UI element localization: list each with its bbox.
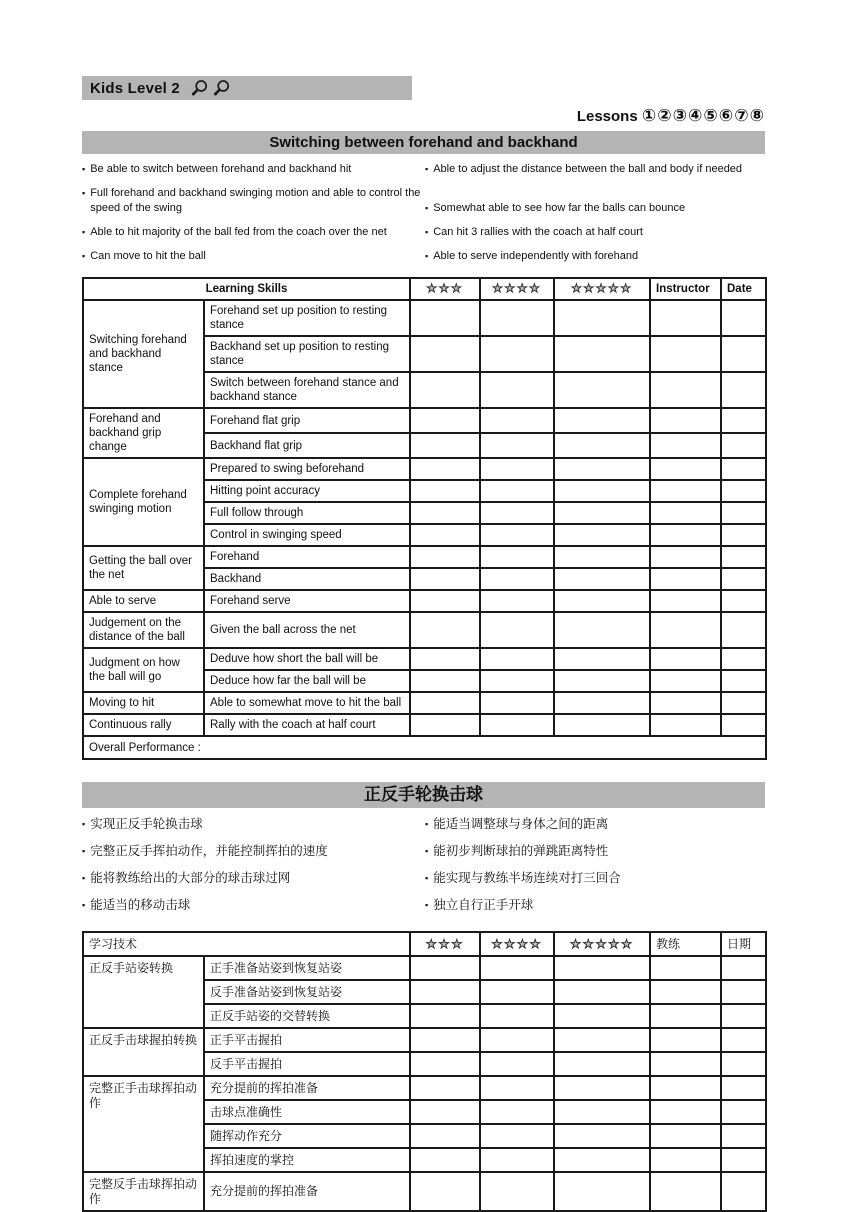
bullet-grid-en bbox=[82, 162, 765, 273]
instructor-cell bbox=[650, 1004, 721, 1028]
date-cell bbox=[721, 714, 766, 736]
rating-4-cell bbox=[480, 1100, 554, 1124]
rating-3-cell bbox=[410, 546, 480, 568]
date-cell bbox=[721, 524, 766, 546]
rating-4-cell bbox=[480, 524, 554, 546]
skill-cell: 充分提前的挥拍准备 bbox=[204, 1076, 410, 1100]
rating-3-cell bbox=[410, 692, 480, 714]
bullet-text: Able to adjust the distance between the ball and body if needed bbox=[433, 163, 743, 175]
section-banner-zh: 正反手轮换击球 bbox=[82, 782, 765, 808]
category-cell: 完整反手击球挥拍动作 bbox=[83, 1172, 204, 1211]
rating-3-cell bbox=[410, 980, 480, 1004]
table-tennis-racket-icon bbox=[212, 79, 230, 98]
table-row bbox=[83, 1076, 766, 1100]
bullet-item bbox=[82, 843, 425, 860]
category-cell: Judgment on how the ball will go bbox=[83, 648, 204, 692]
bullet-text: Somewhat able to see how far the balls can bounce bbox=[433, 202, 686, 214]
bullet-item bbox=[425, 162, 765, 177]
date-cell bbox=[721, 956, 766, 980]
instructor-cell bbox=[650, 590, 721, 612]
skill-cell: 击球点准确性 bbox=[204, 1100, 410, 1124]
bullet-item bbox=[425, 249, 765, 264]
bullet-square-icon: ▪ bbox=[82, 846, 86, 856]
rating-3-cell bbox=[410, 670, 480, 692]
date-cell bbox=[721, 1052, 766, 1076]
date-cell bbox=[721, 1172, 766, 1211]
date-cell bbox=[721, 1148, 766, 1172]
bullet-text: Able to serve independently with forehand bbox=[433, 250, 639, 262]
skills-header-cell: 学习技术 bbox=[83, 932, 410, 956]
rating-4-cell bbox=[480, 1148, 554, 1172]
rating-3-cell bbox=[410, 1052, 480, 1076]
skill-cell: 正反手站姿的交替转换 bbox=[204, 1004, 410, 1028]
table-header-row bbox=[83, 932, 766, 956]
rating-5-cell bbox=[554, 1148, 650, 1172]
bullet-text: Be able to switch between forehand and backhand hit bbox=[90, 163, 352, 175]
skill-cell: Backhand flat grip bbox=[204, 433, 410, 458]
table-row bbox=[83, 1172, 766, 1211]
rating-5-cell bbox=[554, 1100, 650, 1124]
rating-4-cell bbox=[480, 568, 554, 590]
bullet-square-icon: ▪ bbox=[425, 846, 429, 856]
rating-5-cell bbox=[554, 714, 650, 736]
instructor-cell bbox=[650, 300, 721, 336]
bullet-text: 能将教练给出的大部分的球击球过网 bbox=[90, 871, 291, 885]
rating-5-cell bbox=[554, 670, 650, 692]
bullet-square-icon: ▪ bbox=[82, 188, 86, 198]
table-row bbox=[83, 458, 766, 480]
bullet-item bbox=[425, 843, 765, 860]
rating-3-cell bbox=[410, 1028, 480, 1052]
rating-5-cell bbox=[554, 692, 650, 714]
bullet-square-icon: ▪ bbox=[425, 873, 429, 883]
category-cell: Forehand and backhand grip change bbox=[83, 408, 204, 458]
date-cell bbox=[721, 1004, 766, 1028]
rating-5-cell bbox=[554, 1004, 650, 1028]
rating-3-cell bbox=[410, 956, 480, 980]
rating-3-cell bbox=[410, 300, 480, 336]
lessons-line bbox=[82, 106, 765, 126]
bullet-item bbox=[425, 897, 765, 914]
rating-5-cell bbox=[554, 568, 650, 590]
date-cell bbox=[721, 670, 766, 692]
table-row bbox=[83, 714, 766, 736]
category-cell: Able to serve bbox=[83, 590, 204, 612]
bullet-square-icon: ▪ bbox=[425, 203, 429, 213]
category-cell: 完整正手击球挥拍动作 bbox=[83, 1076, 204, 1172]
skills-table-en bbox=[82, 277, 767, 760]
rating-5-cell bbox=[554, 612, 650, 648]
rating-3-cell bbox=[410, 1100, 480, 1124]
bullet-text: 能适当的移动击球 bbox=[90, 898, 191, 912]
skill-cell: Hitting point accuracy bbox=[204, 480, 410, 502]
date-cell bbox=[721, 1028, 766, 1052]
rating-3-cell bbox=[410, 372, 480, 408]
table-tennis-racket-icon bbox=[190, 79, 208, 98]
rating-4-cell bbox=[480, 300, 554, 336]
rating-3-cell bbox=[410, 1004, 480, 1028]
table-row bbox=[83, 408, 766, 433]
rating-5-cell bbox=[554, 590, 650, 612]
instructor-cell bbox=[650, 568, 721, 590]
rating-5-stars-header: ★★★★★ bbox=[554, 932, 650, 956]
skill-cell: Backhand set up position to resting stance bbox=[204, 336, 410, 372]
skill-cell: Forehand bbox=[204, 546, 410, 568]
rating-5-stars-header: ★★★★★ bbox=[554, 278, 650, 300]
table-header-row bbox=[83, 278, 766, 300]
rating-5-cell bbox=[554, 433, 650, 458]
skill-cell: 挥拍速度的掌控 bbox=[204, 1148, 410, 1172]
rating-3-cell bbox=[410, 568, 480, 590]
skill-cell: 充分提前的挥拍准备 bbox=[204, 1172, 410, 1211]
skill-cell: Control in swinging speed bbox=[204, 524, 410, 546]
bullet-text: 能初步判断球拍的弹跳距离特性 bbox=[433, 844, 609, 858]
bullet-square-icon: ▪ bbox=[82, 227, 86, 237]
bullet-text: 完整正反手挥拍动作，并能控制挥拍的速度 bbox=[90, 844, 328, 858]
rating-4-cell bbox=[480, 502, 554, 524]
table-row bbox=[83, 546, 766, 568]
rating-3-cell bbox=[410, 612, 480, 648]
bullet-item bbox=[82, 870, 425, 887]
date-cell bbox=[721, 480, 766, 502]
bullet-text: Can hit 3 rallies with the coach at half court bbox=[433, 226, 643, 238]
bullet-text: Can move to hit the ball bbox=[90, 250, 206, 262]
date-cell bbox=[721, 590, 766, 612]
rating-4-cell bbox=[480, 546, 554, 568]
rating-3-cell bbox=[410, 1076, 480, 1100]
skill-cell: Deduve how short the ball will be bbox=[204, 648, 410, 670]
instructor-cell bbox=[650, 1148, 721, 1172]
rating-3-cell bbox=[410, 408, 480, 433]
date-cell bbox=[721, 648, 766, 670]
rating-4-cell bbox=[480, 408, 554, 433]
rating-4-cell bbox=[480, 980, 554, 1004]
rating-4-cell bbox=[480, 692, 554, 714]
rating-5-cell bbox=[554, 956, 650, 980]
skill-cell: 反手平击握拍 bbox=[204, 1052, 410, 1076]
bullet-item bbox=[82, 186, 425, 216]
skills-header-cell: Learning Skills bbox=[83, 278, 410, 300]
rating-3-cell bbox=[410, 458, 480, 480]
rating-3-cell bbox=[410, 648, 480, 670]
bullet-text: Full forehand and backhand swinging motion and able to control the speed of the swing bbox=[90, 187, 421, 214]
skill-cell: Full follow through bbox=[204, 502, 410, 524]
rating-3-cell bbox=[410, 433, 480, 458]
rating-5-cell bbox=[554, 502, 650, 524]
rating-5-cell bbox=[554, 524, 650, 546]
rating-4-cell bbox=[480, 670, 554, 692]
rating-5-cell bbox=[554, 1076, 650, 1100]
skills-table-zh bbox=[82, 931, 767, 1212]
rating-5-cell bbox=[554, 648, 650, 670]
rating-3-cell bbox=[410, 336, 480, 372]
skill-cell: Switch between forehand stance and backhand stance bbox=[204, 372, 410, 408]
skill-cell: 反手准备站姿到恢复站姿 bbox=[204, 980, 410, 1004]
bullet-text: 能实现与教练半场连续对打三回合 bbox=[433, 871, 621, 885]
rating-5-cell bbox=[554, 480, 650, 502]
category-cell: Continuous rally bbox=[83, 714, 204, 736]
date-cell bbox=[721, 502, 766, 524]
date-header: Date bbox=[721, 278, 766, 300]
table-row bbox=[83, 1028, 766, 1052]
rating-3-cell bbox=[410, 1172, 480, 1211]
bullet-square-icon: ▪ bbox=[425, 227, 429, 237]
instructor-cell bbox=[650, 1052, 721, 1076]
rating-5-cell bbox=[554, 372, 650, 408]
instructor-cell bbox=[650, 1124, 721, 1148]
level-title: Kids Level 2 bbox=[90, 79, 180, 97]
rating-4-cell bbox=[480, 336, 554, 372]
rating-5-cell bbox=[554, 980, 650, 1004]
rating-4-cell bbox=[480, 433, 554, 458]
category-cell: Switching forehand and backhand stance bbox=[83, 300, 204, 408]
date-cell bbox=[721, 408, 766, 433]
instructor-header: Instructor bbox=[650, 278, 721, 300]
rating-4-cell bbox=[480, 372, 554, 408]
table-row bbox=[83, 612, 766, 648]
bullet-item bbox=[425, 870, 765, 887]
bullet-item bbox=[82, 162, 425, 177]
racket-icons bbox=[190, 79, 230, 98]
instructor-cell bbox=[650, 714, 721, 736]
bullet-text: 实现正反手轮换击球 bbox=[90, 817, 203, 831]
table-row bbox=[83, 648, 766, 670]
rating-3-cell bbox=[410, 480, 480, 502]
rating-5-cell bbox=[554, 336, 650, 372]
rating-5-cell bbox=[554, 458, 650, 480]
skill-cell: Forehand flat grip bbox=[204, 408, 410, 433]
date-cell bbox=[721, 433, 766, 458]
overall-row bbox=[83, 736, 766, 759]
instructor-cell bbox=[650, 546, 721, 568]
bullet-square-icon: ▪ bbox=[82, 819, 86, 829]
skill-cell: Rally with the coach at half court bbox=[204, 714, 410, 736]
instructor-cell bbox=[650, 648, 721, 670]
table-row bbox=[83, 300, 766, 336]
date-cell bbox=[721, 1100, 766, 1124]
bullet-item bbox=[82, 816, 425, 833]
rating-3-cell bbox=[410, 524, 480, 546]
overall-performance-label: Overall Performance : bbox=[83, 736, 766, 759]
date-cell bbox=[721, 692, 766, 714]
lesson-number-badges: ①②③④⑤⑥⑦⑧ bbox=[641, 106, 765, 125]
date-cell bbox=[721, 568, 766, 590]
instructor-header: 教练 bbox=[650, 932, 721, 956]
date-cell bbox=[721, 458, 766, 480]
bullet-item bbox=[82, 225, 425, 240]
rating-3-cell bbox=[410, 590, 480, 612]
rating-4-cell bbox=[480, 458, 554, 480]
bullet-text: 独立自行正手开球 bbox=[433, 898, 534, 912]
rating-5-cell bbox=[554, 1172, 650, 1211]
skill-cell: Prepared to swing beforehand bbox=[204, 458, 410, 480]
instructor-cell bbox=[650, 1172, 721, 1211]
category-cell: Getting the ball over the net bbox=[83, 546, 204, 590]
date-cell bbox=[721, 1124, 766, 1148]
rating-3-cell bbox=[410, 1148, 480, 1172]
skill-cell: Forehand set up position to resting stance bbox=[204, 300, 410, 336]
bullet-item bbox=[425, 225, 765, 240]
bullet-item bbox=[425, 201, 765, 216]
rating-4-stars-header: ★★★★ bbox=[480, 932, 554, 956]
date-cell bbox=[721, 546, 766, 568]
bullet-square-icon: ▪ bbox=[425, 819, 429, 829]
skill-cell: Deduce how far the ball will be bbox=[204, 670, 410, 692]
rating-4-cell bbox=[480, 590, 554, 612]
level-header-bar bbox=[82, 76, 412, 100]
lessons-label: Lessons bbox=[576, 108, 638, 125]
date-cell bbox=[721, 612, 766, 648]
category-cell: 正反手击球握拍转换 bbox=[83, 1028, 204, 1076]
rating-4-cell bbox=[480, 480, 554, 502]
rating-4-cell bbox=[480, 1172, 554, 1211]
instructor-cell bbox=[650, 612, 721, 648]
bullet-item bbox=[82, 249, 425, 264]
page-content bbox=[82, 0, 765, 1212]
rating-4-cell bbox=[480, 1076, 554, 1100]
instructor-cell bbox=[650, 372, 721, 408]
rating-3-cell bbox=[410, 714, 480, 736]
instructor-cell bbox=[650, 480, 721, 502]
date-cell bbox=[721, 1076, 766, 1100]
rating-5-cell bbox=[554, 1028, 650, 1052]
table-row bbox=[83, 692, 766, 714]
instructor-cell bbox=[650, 692, 721, 714]
instructor-cell bbox=[650, 502, 721, 524]
rating-3-cell bbox=[410, 1124, 480, 1148]
instructor-cell bbox=[650, 956, 721, 980]
instructor-cell bbox=[650, 336, 721, 372]
instructor-cell bbox=[650, 524, 721, 546]
rating-3-cell bbox=[410, 502, 480, 524]
table-row bbox=[83, 956, 766, 980]
bullet-square-icon: ▪ bbox=[425, 164, 429, 174]
rating-4-cell bbox=[480, 956, 554, 980]
skill-cell: 随挥动作充分 bbox=[204, 1124, 410, 1148]
rating-3-stars-header: ★★★ bbox=[410, 932, 480, 956]
bullet-square-icon: ▪ bbox=[425, 900, 429, 910]
instructor-cell bbox=[650, 433, 721, 458]
rating-4-cell bbox=[480, 1028, 554, 1052]
instructor-cell bbox=[650, 670, 721, 692]
instructor-cell bbox=[650, 980, 721, 1004]
rating-4-stars-header: ★★★★ bbox=[480, 278, 554, 300]
instructor-cell bbox=[650, 1100, 721, 1124]
category-cell: Judgement on the distance of the ball bbox=[83, 612, 204, 648]
rating-3-stars-header: ★★★ bbox=[410, 278, 480, 300]
skill-cell: 正手准备站姿到恢复站姿 bbox=[204, 956, 410, 980]
rating-5-cell bbox=[554, 546, 650, 568]
rating-5-cell bbox=[554, 300, 650, 336]
date-cell bbox=[721, 372, 766, 408]
bullet-square-icon: ▪ bbox=[82, 873, 86, 883]
date-cell bbox=[721, 300, 766, 336]
rating-5-cell bbox=[554, 1052, 650, 1076]
skill-cell: Backhand bbox=[204, 568, 410, 590]
category-cell: Moving to hit bbox=[83, 692, 204, 714]
bullet-item bbox=[425, 816, 765, 833]
rating-4-cell bbox=[480, 1052, 554, 1076]
skill-cell: 正手平击握拍 bbox=[204, 1028, 410, 1052]
bullet-item bbox=[82, 897, 425, 914]
category-cell: Complete forehand swinging motion bbox=[83, 458, 204, 546]
skill-cell: Able to somewhat move to hit the ball bbox=[204, 692, 410, 714]
bullet-grid-zh bbox=[82, 816, 765, 924]
table-row bbox=[83, 590, 766, 612]
bullet-square-icon: ▪ bbox=[82, 251, 86, 261]
bullet-text: 能适当调整球与身体之间的距离 bbox=[433, 817, 609, 831]
rating-4-cell bbox=[480, 648, 554, 670]
bullet-square-icon: ▪ bbox=[82, 900, 86, 910]
instructor-cell bbox=[650, 458, 721, 480]
instructor-cell bbox=[650, 408, 721, 433]
bullet-square-icon: ▪ bbox=[425, 251, 429, 261]
instructor-cell bbox=[650, 1076, 721, 1100]
skill-cell: Forehand serve bbox=[204, 590, 410, 612]
rating-4-cell bbox=[480, 612, 554, 648]
rating-4-cell bbox=[480, 1124, 554, 1148]
date-cell bbox=[721, 336, 766, 372]
rating-4-cell bbox=[480, 714, 554, 736]
bullet-square-icon: ▪ bbox=[82, 164, 86, 174]
bullet-text: Able to hit majority of the ball fed from the coach over the net bbox=[90, 226, 387, 238]
section-banner-en: Switching between forehand and backhand bbox=[82, 131, 765, 154]
rating-5-cell bbox=[554, 1124, 650, 1148]
rating-4-cell bbox=[480, 1004, 554, 1028]
category-cell: 正反手站姿转换 bbox=[83, 956, 204, 1028]
skill-cell: Given the ball across the net bbox=[204, 612, 410, 648]
instructor-cell bbox=[650, 1028, 721, 1052]
date-cell bbox=[721, 980, 766, 1004]
date-header: 日期 bbox=[721, 932, 766, 956]
rating-5-cell bbox=[554, 408, 650, 433]
